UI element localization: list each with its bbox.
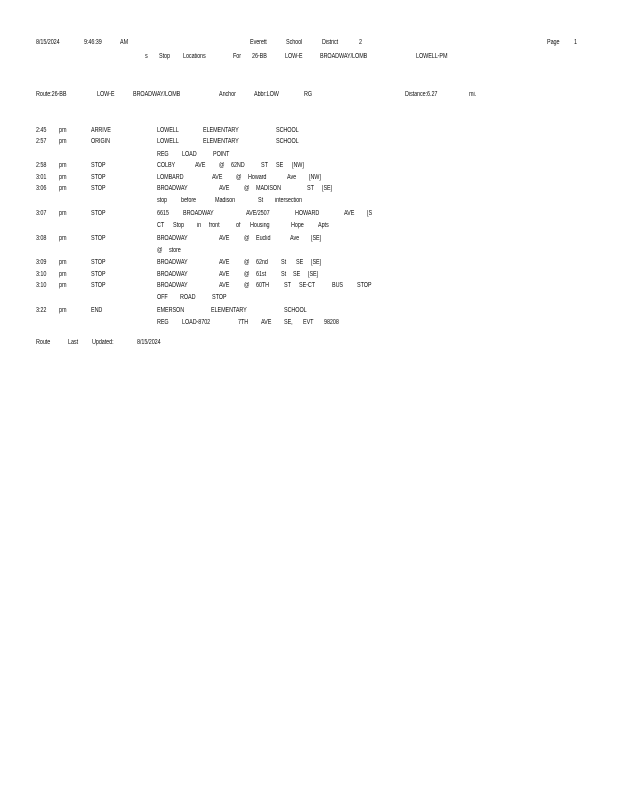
route-id: Route:26-BB bbox=[36, 91, 67, 98]
stop-location-word: SE bbox=[293, 271, 301, 278]
stop-location-word: SCHOOL bbox=[276, 127, 299, 134]
stop-location-word: AVE bbox=[195, 162, 206, 169]
stop-note-word: Madison bbox=[215, 197, 236, 204]
stop-location-word: ELEMENTARY bbox=[203, 127, 239, 134]
stop-location-word: LOWELL bbox=[157, 138, 179, 145]
stop-location-word: St bbox=[281, 259, 287, 266]
subtitle-word: s bbox=[145, 53, 148, 60]
stop-location-word: [NW] bbox=[309, 174, 321, 181]
stop-location-word: 6615 bbox=[157, 210, 169, 217]
footer-word: Updated: bbox=[92, 339, 114, 346]
route-code: LOW-E bbox=[97, 91, 115, 98]
stop-type: STOP bbox=[91, 235, 106, 242]
stop-note-word: 98208 bbox=[324, 319, 339, 326]
stop-note-word: SE, bbox=[284, 319, 293, 326]
subtitle-word: Locations bbox=[183, 53, 206, 60]
stop-location-word: [SE] bbox=[311, 235, 322, 242]
stop-time: 3:10 bbox=[36, 271, 47, 278]
subtitle-word: LOWELL-PM bbox=[416, 53, 448, 60]
stop-ampm: pm bbox=[59, 210, 67, 217]
subtitle-word: BROADWAY/LOMB bbox=[320, 53, 368, 60]
stop-location-word: BROADWAY bbox=[183, 210, 214, 217]
stop-location-word: ELEMENTARY bbox=[211, 307, 247, 314]
stop-location-word: AVE bbox=[219, 235, 230, 242]
stop-location-word: BROADWAY bbox=[157, 185, 188, 192]
stop-note-word: before bbox=[181, 197, 197, 204]
subtitle-word: Stop bbox=[159, 53, 170, 60]
stop-note-word: stop bbox=[157, 197, 168, 204]
page-label: Page bbox=[547, 39, 560, 46]
stop-note-word: EVT bbox=[303, 319, 314, 326]
stop-location-word: AVE bbox=[219, 271, 230, 278]
stop-location-word: BUS bbox=[332, 282, 343, 289]
stop-time: 2:58 bbox=[36, 162, 47, 169]
stop-time: 3:07 bbox=[36, 210, 47, 217]
stop-location-word: @ bbox=[244, 271, 250, 278]
stop-location-word: 61st bbox=[256, 271, 267, 278]
stop-note-word: REG bbox=[157, 151, 169, 158]
stop-note-word: CT bbox=[157, 222, 165, 229]
stop-location-word: [S bbox=[367, 210, 373, 217]
stop-type: STOP bbox=[91, 174, 106, 181]
stop-note-word: Housing bbox=[250, 222, 270, 229]
report-date: 8/15/2024 bbox=[36, 39, 60, 46]
stop-location-word: SE bbox=[296, 259, 304, 266]
stop-location-word: MADISON bbox=[256, 185, 281, 192]
report-title-word: District bbox=[322, 39, 339, 46]
stop-time: 3:06 bbox=[36, 185, 47, 192]
report-time: 9:46:39 bbox=[84, 39, 102, 46]
stop-time: 3:08 bbox=[36, 235, 47, 242]
stop-location-word: Ave bbox=[287, 174, 297, 181]
stop-note-word: AVE bbox=[261, 319, 272, 326]
page-number: 1 bbox=[574, 39, 577, 46]
stop-ampm: pm bbox=[59, 271, 67, 278]
stop-location-word: AVE/2507 bbox=[246, 210, 270, 217]
stop-note-word: 7TH bbox=[238, 319, 249, 326]
stop-location-word: 62nd bbox=[256, 259, 268, 266]
stop-note-word: in bbox=[197, 222, 202, 229]
stop-location-word: ELEMENTARY bbox=[203, 138, 239, 145]
stop-location-word: AVE bbox=[219, 259, 230, 266]
stop-note-word: ROAD bbox=[180, 294, 196, 301]
stop-ampm: pm bbox=[59, 282, 67, 289]
stop-location-word: St bbox=[281, 271, 287, 278]
stop-type: STOP bbox=[91, 210, 106, 217]
stop-note-word: front bbox=[209, 222, 220, 229]
stop-type: END bbox=[91, 307, 103, 314]
footer-word: Last bbox=[68, 339, 79, 346]
stop-location-word: Euclid bbox=[256, 235, 271, 242]
stop-type: STOP bbox=[91, 259, 106, 266]
stop-location-word: [SE] bbox=[311, 259, 322, 266]
stop-location-word: Ave bbox=[290, 235, 300, 242]
subtitle-word: 26-BB bbox=[252, 53, 267, 60]
stop-note-word: store bbox=[169, 247, 181, 254]
stop-location-word: ST bbox=[261, 162, 268, 169]
stop-note-word: STOP bbox=[212, 294, 227, 301]
stop-location-word: BROADWAY bbox=[157, 271, 188, 278]
stop-note-word: St bbox=[258, 197, 264, 204]
stop-ampm: pm bbox=[59, 185, 67, 192]
stop-location-word: STOP bbox=[357, 282, 372, 289]
stop-ampm: pm bbox=[59, 174, 67, 181]
stop-time: 2:45 bbox=[36, 127, 47, 134]
stop-type: STOP bbox=[91, 282, 106, 289]
stop-type: STOP bbox=[91, 162, 106, 169]
stop-location-word: AVE bbox=[212, 174, 223, 181]
stop-note-word: REG bbox=[157, 319, 169, 326]
stop-time: 3:01 bbox=[36, 174, 47, 181]
stop-location-word: AVE bbox=[219, 282, 230, 289]
stop-location-word: [SE] bbox=[322, 185, 333, 192]
stop-location-word: EMERSON bbox=[157, 307, 185, 314]
stop-note-word: LOAD bbox=[182, 151, 197, 158]
route-distance: Distance:6.27 bbox=[405, 91, 438, 98]
stop-location-word: Howard bbox=[248, 174, 267, 181]
stop-type: STOP bbox=[91, 185, 106, 192]
stop-location-word: SCHOOL bbox=[276, 138, 299, 145]
stop-location-word: AVE bbox=[344, 210, 355, 217]
stop-location-word: SE-CT bbox=[299, 282, 316, 289]
stop-note-word: intersection bbox=[275, 197, 302, 204]
stop-location-word: [SE] bbox=[308, 271, 319, 278]
anchor-label: Anchor bbox=[219, 91, 236, 98]
stop-ampm: pm bbox=[59, 235, 67, 242]
stop-location-word: HOWARD bbox=[295, 210, 320, 217]
stop-ampm: pm bbox=[59, 127, 67, 134]
stop-location-word: COLBY bbox=[157, 162, 176, 169]
stop-location-word: BROADWAY bbox=[157, 259, 188, 266]
stop-note-word: OFF bbox=[157, 294, 168, 301]
stop-time: 3:22 bbox=[36, 307, 47, 314]
report-title-word: 2 bbox=[359, 39, 362, 46]
stop-location-word: BROADWAY bbox=[157, 282, 188, 289]
stop-location-word: @ bbox=[236, 174, 242, 181]
stop-ampm: pm bbox=[59, 307, 67, 314]
stop-location-word: BROADWAY bbox=[157, 235, 188, 242]
route-abbr: Abbr:LOW bbox=[254, 91, 279, 98]
stop-note-word: Apts bbox=[318, 222, 329, 229]
stop-location-word: LOMBARD bbox=[157, 174, 184, 181]
route-name: BROADWAY/LOMB bbox=[133, 91, 181, 98]
stop-location-word: [NW] bbox=[292, 162, 304, 169]
subtitle-word: LOW-E bbox=[285, 53, 303, 60]
stop-location-word: ST bbox=[284, 282, 291, 289]
footer-word: Route bbox=[36, 339, 51, 346]
stop-note-word: LOAD-8702 bbox=[182, 319, 211, 326]
stop-note-word: POINT bbox=[213, 151, 230, 158]
distance-unit: mi. bbox=[469, 91, 477, 98]
stop-location-word: @ bbox=[244, 235, 250, 242]
route-rg: RG bbox=[304, 91, 313, 98]
stop-ampm: pm bbox=[59, 138, 67, 145]
stop-location-word: @ bbox=[244, 259, 250, 266]
stop-location-word: 62ND bbox=[231, 162, 245, 169]
stop-note-word: of bbox=[236, 222, 241, 229]
stop-location-word: @ bbox=[219, 162, 225, 169]
stop-location-word: ST bbox=[307, 185, 314, 192]
report-title-word: School bbox=[286, 39, 303, 46]
stop-location-word: SCHOOL bbox=[284, 307, 307, 314]
report-title-word: Everett bbox=[250, 39, 267, 46]
stop-ampm: pm bbox=[59, 162, 67, 169]
stop-note-word: Hope bbox=[291, 222, 304, 229]
stop-time: 2:57 bbox=[36, 138, 47, 145]
stop-note-word: @ bbox=[157, 247, 163, 254]
stop-type: ORIGIN bbox=[91, 138, 110, 145]
stop-location-word: @ bbox=[244, 185, 250, 192]
stop-time: 3:09 bbox=[36, 259, 47, 266]
stop-time: 3:10 bbox=[36, 282, 47, 289]
stop-location-word: LOWELL bbox=[157, 127, 179, 134]
footer-date: 8/15/2024 bbox=[137, 339, 161, 346]
stop-type: STOP bbox=[91, 271, 106, 278]
stop-type: ARRIVE bbox=[91, 127, 111, 134]
stop-location-word: AVE bbox=[219, 185, 230, 192]
stop-ampm: pm bbox=[59, 259, 67, 266]
report-ampm: AM bbox=[120, 39, 129, 46]
subtitle-word: For bbox=[233, 53, 241, 60]
stop-location-word: @ bbox=[244, 282, 250, 289]
stop-location-word: SE bbox=[276, 162, 284, 169]
stop-note-word: Stop bbox=[173, 222, 184, 229]
stop-location-word: 60TH bbox=[256, 282, 270, 289]
